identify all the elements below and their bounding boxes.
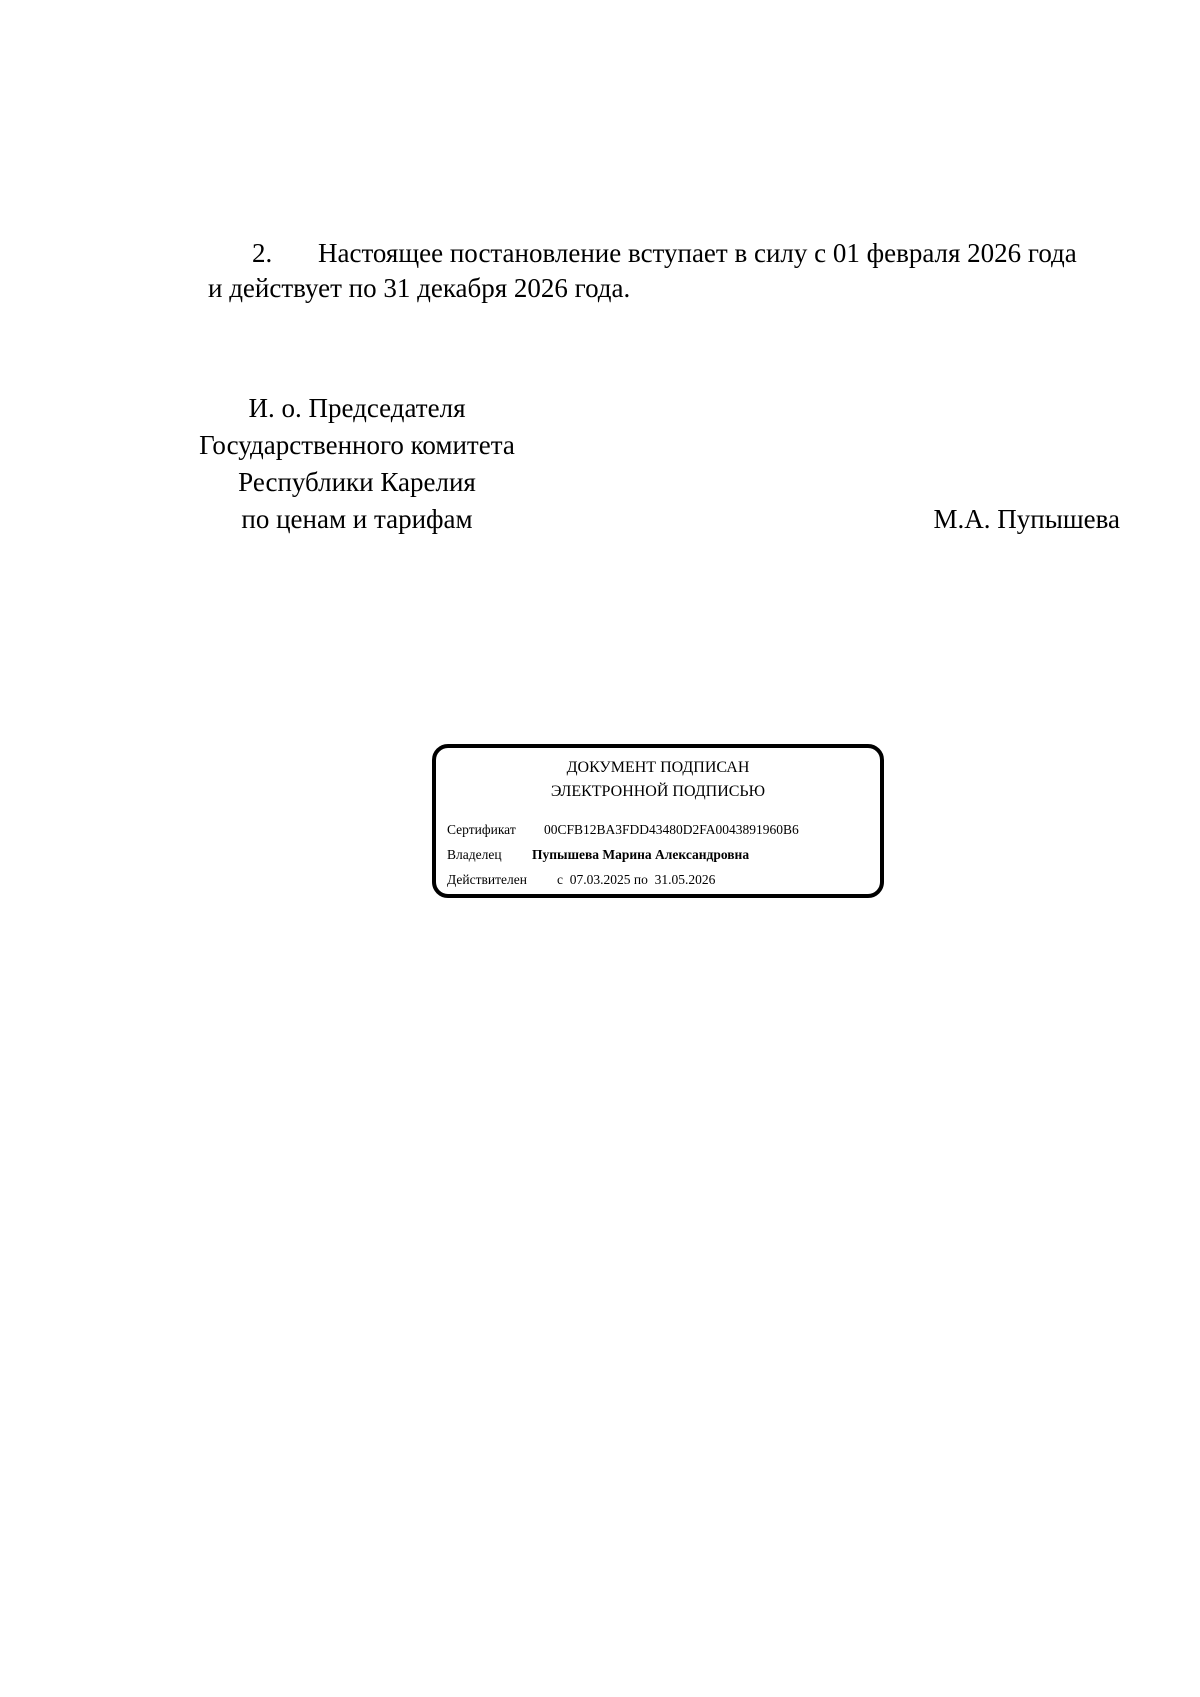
signatory-position-line: Государственного комитета <box>199 430 515 460</box>
stamp-header-line: ДОКУМЕНТ ПОДПИСАН <box>566 759 750 776</box>
paragraph-line-1 <box>208 236 1128 271</box>
stamp-header <box>436 756 880 804</box>
paragraph-2 <box>208 236 1128 306</box>
certificate-value: 00CFB12BA3FDD43480D2FA0043891960B6 <box>544 822 799 837</box>
electronic-signature-stamp <box>432 744 884 898</box>
validity-value: с 07.03.2025 по 31.05.2026 <box>557 872 716 887</box>
stamp-certificate-row <box>447 817 799 842</box>
owner-value: Пупышева Марина Александровна <box>532 847 750 862</box>
stamp-header-line: ЭЛЕКТРОННОЙ ПОДПИСЬЮ <box>550 783 766 800</box>
paragraph-number: 2. <box>252 238 273 268</box>
signatory-position <box>160 390 554 538</box>
signatory-name: М.А. Пупышева <box>933 504 1120 534</box>
stamp-validity-row <box>447 867 799 892</box>
stamp-owner-row <box>447 842 799 867</box>
paragraph-text-1: Настоящее постановление вступает в силу с 01 февраля 2026 года <box>318 238 1077 268</box>
signatory-position-line: по ценам и тарифам <box>241 504 473 534</box>
owner-label: Владелец <box>447 847 502 862</box>
signatory-position-line: Республики Карелия <box>238 467 476 497</box>
paragraph-line-2: и действует по 31 декабря 2026 года. <box>208 273 631 303</box>
validity-label: Действителен <box>447 872 527 887</box>
signatory-position-line: И. о. Председателя <box>248 393 466 423</box>
stamp-details <box>447 817 799 892</box>
certificate-label: Сертификат <box>447 822 516 837</box>
